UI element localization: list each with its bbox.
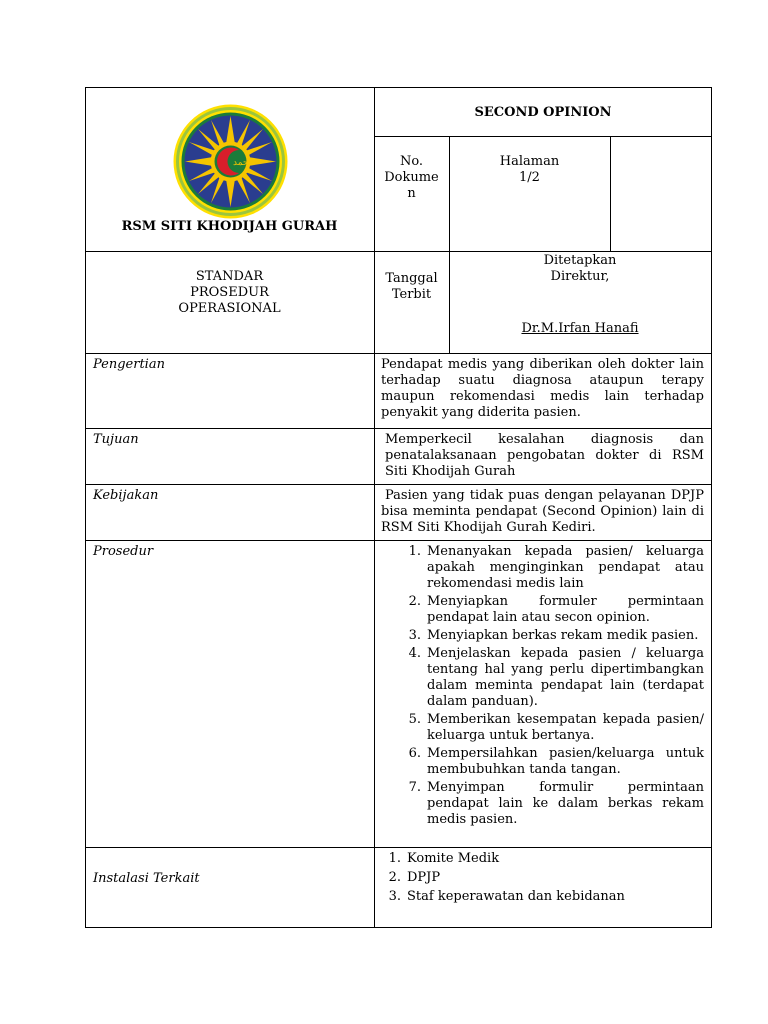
list-item: 1. Menanyakan kepada pasien/ keluarga apakah menginginkan pendapat atau rekomendasi medis lain bbox=[408, 544, 704, 591]
doc-no-label: No. Dokume n bbox=[384, 154, 439, 201]
page-info bbox=[449, 154, 610, 186]
row-label-kebijakan: Kebijakan bbox=[93, 488, 159, 503]
tujuan-text: Memperkecil kesalahan diagnosis dan penatalaksanaan pengobatan dokter di RSM Siti Khodijah Gurah bbox=[385, 432, 704, 479]
hospital-name: RSM SITI KHODIJAH GURAH bbox=[121, 219, 338, 234]
table-border-top bbox=[85, 87, 712, 88]
sop-document bbox=[85, 87, 712, 928]
sop-label: STANDAR PROSEDUR OPERASIONAL bbox=[178, 269, 281, 316]
list-item: 2. DPJP bbox=[388, 870, 441, 885]
table-border-right bbox=[711, 87, 712, 928]
prosedur-list bbox=[401, 544, 704, 830]
column-separator-page bbox=[610, 136, 611, 251]
row-separator-prosedur bbox=[85, 847, 712, 848]
row-label-pengertian: Pengertian bbox=[93, 357, 165, 372]
list-item: 1. Komite Medik bbox=[388, 851, 500, 866]
instalasi-list bbox=[381, 851, 704, 908]
row-label-tujuan: Tujuan bbox=[93, 432, 139, 447]
document-title: SECOND OPINION bbox=[474, 105, 612, 120]
issue-date-label: Tanggal Terbit bbox=[385, 271, 438, 302]
approved-role: Direktur, bbox=[550, 269, 610, 284]
table-border-bottom bbox=[85, 927, 712, 928]
approved-by: Ditetapkan bbox=[543, 253, 617, 268]
kebijakan-text: Pasien yang tidak puas dengan pelayanan DPJP bisa meminta pendapat (Second Opinion) lain di RSM Siti Khodijah Gurah Kediri. bbox=[381, 488, 704, 535]
list-item: 3. Staf keperawatan dan kebidanan bbox=[388, 889, 625, 904]
row-separator-tujuan bbox=[85, 484, 712, 485]
list-item: 7. Menyimpan formulir permintaan pendapat lain ke dalam berkas rekam medis pasien. bbox=[408, 780, 704, 827]
list-item: 5. Memberikan kesempatan kepada pasien/ keluarga untuk bertanya. bbox=[408, 712, 704, 743]
row-separator-sop bbox=[85, 353, 712, 354]
approval-block bbox=[515, 253, 645, 285]
column-separator-main bbox=[374, 87, 375, 928]
hospital-logo bbox=[173, 104, 288, 219]
list-item: 4. Menjelaskan kepada pasien / keluarga tentang hal yang perlu dipertimbangkan dalam meminta pendapat lain (terdapat dalam panduan). bbox=[408, 646, 704, 709]
list-item: 3. Menyiapkan berkas rekam medik pasien. bbox=[408, 628, 699, 643]
logo-icon bbox=[173, 104, 288, 219]
pengertian-text: Pendapat medis yang diberikan oleh dokter lain terhadap suatu diagnosa ataupun terapy maupun rekomendasi medis lain terhadap penyakit yang diderita pasien. bbox=[381, 357, 704, 420]
list-item: 2. Menyiapkan formuler permintaan pendapat lain atau secon opinion. bbox=[408, 594, 704, 625]
row-separator-pengertian bbox=[85, 428, 712, 429]
row-separator-header bbox=[85, 251, 712, 252]
director-name: Dr.M.Irfan Hanafi bbox=[521, 321, 639, 336]
page-label: Halaman bbox=[499, 154, 560, 169]
row-label-prosedur: Prosedur bbox=[93, 544, 154, 559]
row-separator-kebijakan bbox=[85, 540, 712, 541]
table-border-left bbox=[85, 87, 86, 928]
title-separator bbox=[374, 136, 712, 137]
svg-text:محمد: محمد bbox=[233, 158, 254, 168]
list-item: 6. Mempersilahkan pasien/keluarga untuk membubuhkan tanda tangan. bbox=[408, 746, 704, 777]
row-label-instalasi: Instalasi Terkait bbox=[93, 871, 200, 886]
page-value: 1/2 bbox=[519, 170, 540, 185]
